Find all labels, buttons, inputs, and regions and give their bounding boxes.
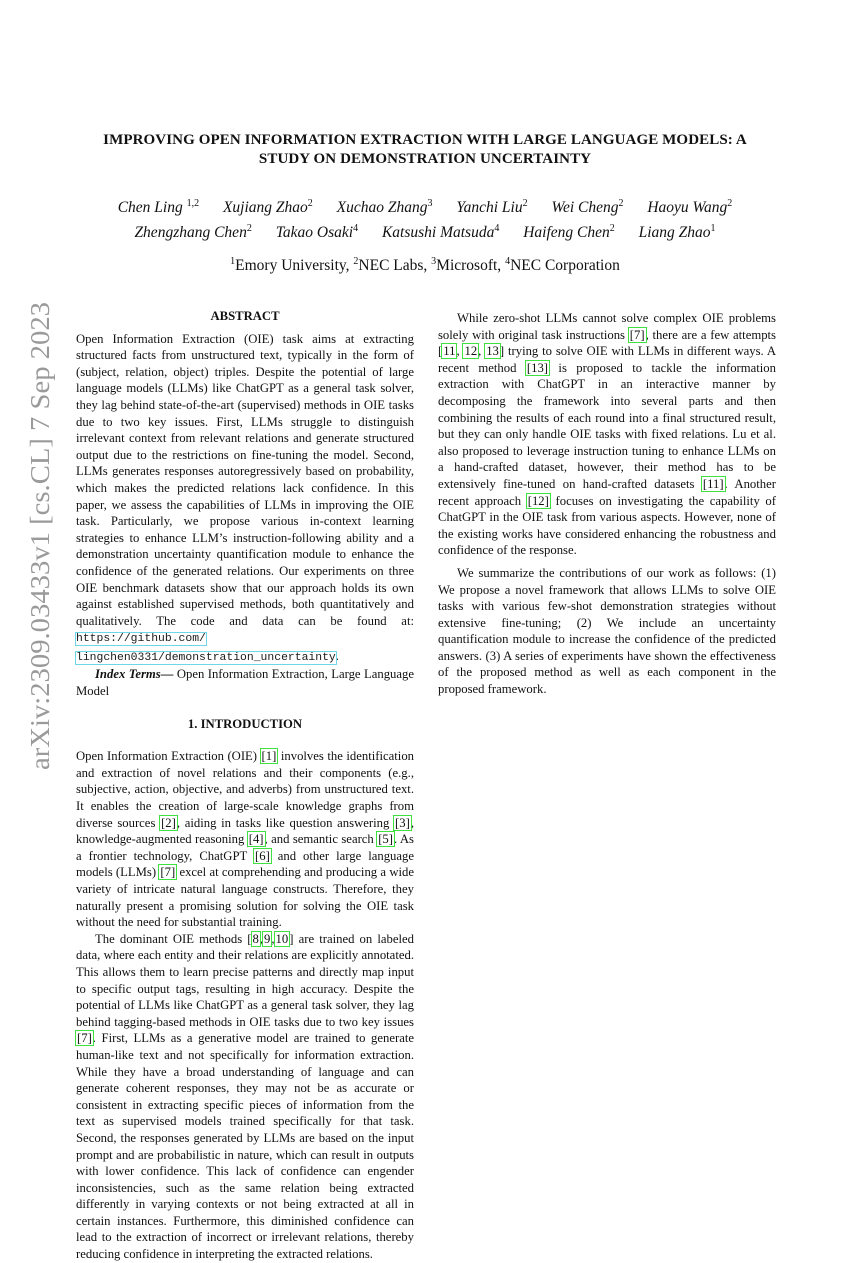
citation-link[interactable]: 8 [252,931,259,946]
citation-link[interactable]: 11 [443,344,456,359]
citation-link[interactable]: [4] [248,832,264,847]
author: Liang Zhao$^1$ [638,223,716,242]
author: Xujiang Zhao$^2$ [222,198,313,217]
citation-link[interactable]: [2] [161,815,176,830]
citation-link[interactable]: [3] [395,815,410,830]
citation-link[interactable]: [12] [527,493,549,508]
intro-paragraph-3: While zero-shot LLMs cannot solve complex OIE problems solely with original task instructions [7], there are a few attempts [11, 12, 13] trying to solve OIE with LLMs in different ways. A recent method [13] is proposed to tackle the information extraction with ChatGPT in an interactive manner by decomposing the framework into several parts and then combining the results of each round into a final structured result, but they can only handle OIE tasks with fixed relations. Lu et al. also proposed to leverage instruction tuning to enhance LLMs on a hand-crafted dataset, however, their method has to be extensively fine-tuned on hand-crafted datasets [11]. Another recent approach [12] focuses on investigating the capability of ChatGPT in the OIE task from various aspects. However, none of the existing works have considered enhancing the robustness and confidence of the response. [438,311,777,558]
citation-link[interactable]: 13 [486,344,499,359]
author-row-2 [60,218,790,243]
paper-title [60,131,790,169]
code-link[interactable]: https://github.com/ lingchen0331/demonstration_uncertainty [76,633,336,664]
left-column [76,308,414,1263]
citation-link[interactable]: [6] [255,848,270,863]
intro-paragraph-4: We summarize the contributions of our work as follows: (1) We propose a novel framework that allows LLMs to solve OIE tasks with various few-shot demonstration strategies without extensive fine-tuning; (2) We include an uncertainty quantification module to increase the confidence of the predicted answers. (3) A series of experiments have shown the effectiveness of the proposed method as well as each component in the proposed framework. [438,565,776,697]
author: Yanchi Liu$^2$ [456,198,528,217]
author-row-1 [60,193,790,218]
author: Xuchao Zhang$^3$ [336,198,433,217]
title-line-1: IMPROVING OPEN INFORMATION EXTRACTION WITH LARGE LANGUAGE MODELS: A [103,132,747,148]
citation-link[interactable]: [7] [629,327,645,342]
title-line-2: STUDY ON DEMONSTRATION UNCERTAINTY [258,151,592,167]
arxiv-stamp-text: arXiv:2309.03433v1 [cs.CL] 7 Sep 2023 [25,329,55,770]
abstract-text: Open Information Extraction (OIE) task aims at extracting structured facts from unstructured text, typically in the form of (subject, relation, object) triples. Despite the potential of large language models (LLMs) like ChatGPT as a general task solver, they lag behind state-of-the-art (supervised) methods in OIE tasks due to two key issues. First, LLMs struggle to distinguish irrelevant context from relevant relations and generate structured output due to the restrictions on fine-tuning the model. Second, LLMs generates responses autoregressively based on probability, which makes the predicted relations lack confidence. In this paper, we assess the capabilities of LLMs in improving the OIE task. Particularly, we propose various in-context learning strategies to enhance LLM’s instruction-following ability and a demonstration uncertainty quantification module to enhance the confidence of the generated relations. Our experiments on three OIE benchmark datasets show that our approach holds its own against established supervised methods, both quantitatively and qualitatively. The code and data can be found at: https://github.com/ lingchen0331/demonstration_uncertainty. [76,331,414,664]
author: Haoyu Wang$^2$ [647,198,733,217]
arxiv-stamp-svg [17,300,59,770]
introduction-heading: 1. INTRODUCTION [187,716,303,731]
citation-link[interactable]: 9 [264,931,271,946]
affiliations: $^1$Emory University, $^2$NEC Labs, $^3$Microsoft, $^4$NEC Corporation [230,256,620,275]
citation-link[interactable]: [7] [160,865,176,880]
citation-link[interactable]: [7] [77,1031,92,1046]
citation-link[interactable]: [1] [261,749,277,764]
author: Zhengzhang Chen$^2$ [134,223,252,242]
citation-link[interactable]: [11] [702,476,724,491]
author: Chen Ling $^{1,2}$ [117,198,200,217]
citation-link[interactable]: 10 [275,931,289,946]
author: Haifeng Chen$^2$ [523,223,615,242]
citation-link[interactable]: [13] [526,360,549,375]
intro-paragraph-1: Open Information Extraction (OIE) [1] involves the identification and extraction of novel relations and their components (e.g., subjective, action, objective, and adverbs) from unstructured text. It enables the creation of large-scale knowledge graphs from diverse sources [2], aiding in tasks like question answering [3], knowledge-augmented reasoning [4], and semantic search [5]. As a frontier technology, ChatGPT [6] and other large language models (LLMs) [7] excel at comprehending and producing a wide variety of intricate natural language constructs. Therefore, they naturally present a promising solution for solving the OIE task without the need for substantial training. [76,749,415,930]
author-list [60,193,790,243]
author: Takao Osaki$^4$ [275,223,359,242]
author: Katsushi Matsuda$^4$ [381,223,500,242]
citation-link[interactable]: 12 [464,344,478,359]
author: Wei Cheng$^2$ [551,198,624,217]
citation-link[interactable]: [5] [378,832,393,847]
right-column [438,310,776,698]
arxiv-stamp [17,300,59,770]
intro-paragraph-2: The dominant OIE methods [8,9,10] are trained on labeled data, where each entity and their relations are explicitly annotated. This allows them to learn precise patterns and directly map input to specific output tags, resulting in high accuracy. Despite the potential of LLMs like ChatGPT as a general task solver, they lag behind tagging-based methods in OIE tasks due to two key issues [7]. First, LLMs as a generative model are trained to generate human-like text and not specifically for information extraction. While they have a broad understanding of language and can generate coherent responses, they may not be as accurate or consistent in extracting specific pieces of information from the text as supervised models trained specifically for that task. Second, the responses generated by LLMs are based on the input prompt and are probabilistic in nature, which can result in outputs with lower confidence. This lack of confidence can engender inconsistencies, such as the same relation being extracted differently in varying contexts or not being extracted at all in certain instances. Furthermore, this diminished confidence can lead to the extraction of incorrect or irrelevant relations, thereby reducing confidence in interpreting the extracted relations. [76,931,414,1262]
index-terms: Index Terms— Open Information Extraction, Large Language Model [76,667,414,699]
abstract-heading: ABSTRACT [210,309,280,323]
